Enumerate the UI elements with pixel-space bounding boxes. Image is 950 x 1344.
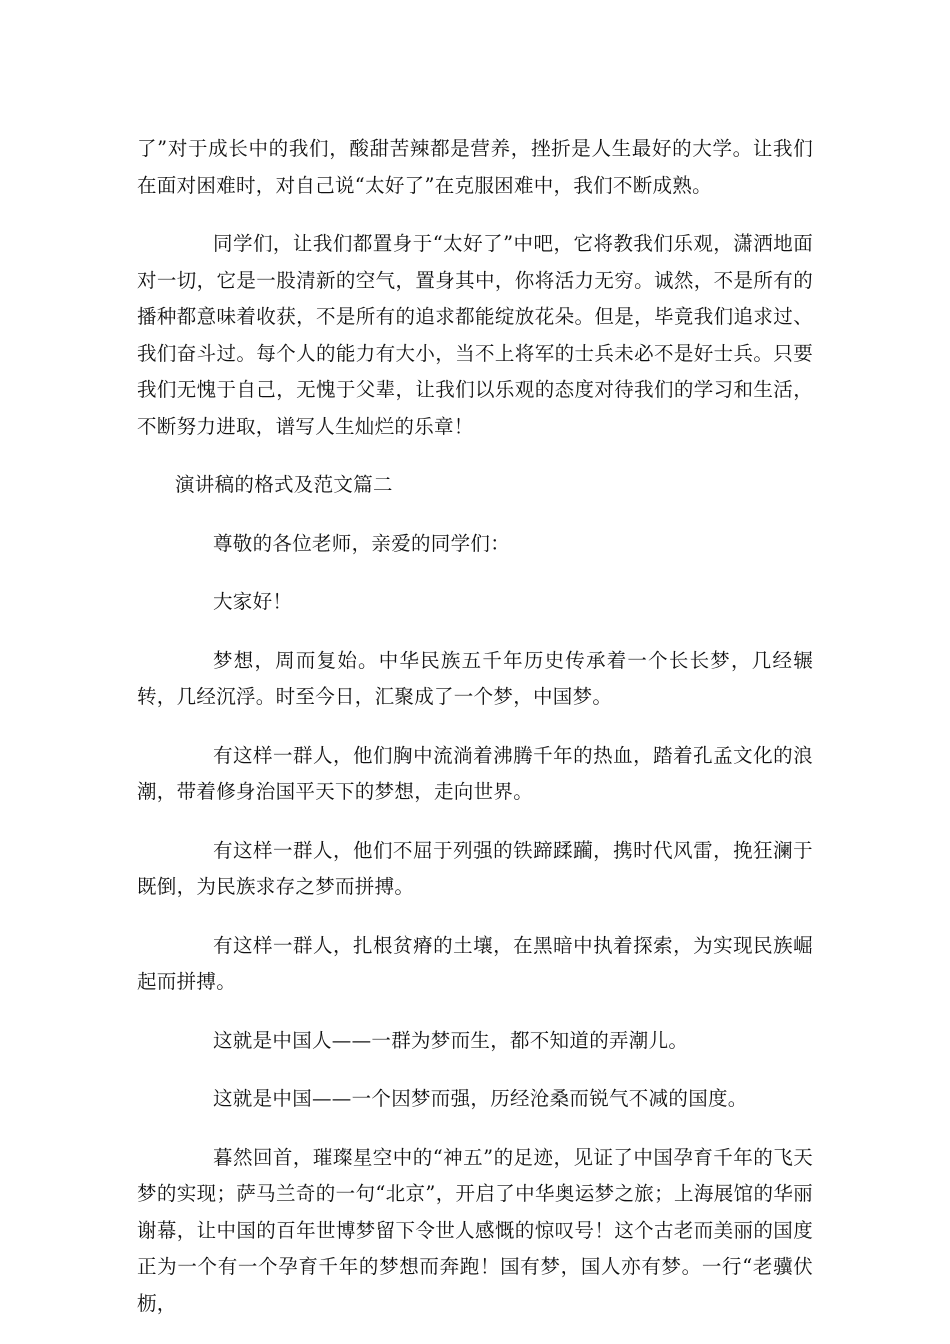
paragraph-group-3: 有这样一群人，扎根贫瘠的土壤，在黑暗中执着探索，为实现民族崛起而拼搏。 (137, 933, 813, 993)
section-heading: 演讲稿的格式及范文篇二 (175, 473, 393, 496)
paragraph-group-1: 有这样一群人，他们胸中流淌着沸腾千年的热血，踏着孔孟文化的浪潮，带着修身治国平天下的梦想，走向世界。 (137, 743, 813, 803)
paragraph-looking-back: 暮然回首，璀璨星空中的“神五”的足迹，见证了中国孕育千年的飞天梦的实现；萨马兰奇的一句“北京”，开启了中华奥运梦之旅；上海展馆的华丽谢幕，让中国的百年世博梦留下令世人感慨的惊叹号！这个古老而美丽的国度正为一个有一个孕育千年的梦想而奔跑！国有梦，国人亦有梦。一行“老骥伏枥， (137, 1145, 813, 1315)
paragraph-optimism: 同学们，让我们都置身于“太好了”中吧，它将教我们乐观，潇洒地面对一切，它是一股清新的空气，置身其中，你将活力无穷。诚然，不是所有的播种都意味着收获，不是所有的追求都能绽放花朵。但是，毕竟我们追求过、我们奋斗过。每个人的能力有大小，当不上将军的士兵未必不是好士兵。只要我们无愧于自己，无愧于父辈，让我们以乐观的态度对待我们的学习和生活，不断努力进取，谱写人生灿烂的乐章！ (137, 232, 813, 438)
paragraph-dream: 梦想，周而复始。中华民族五千年历史传承着一个长长梦，几经辗转，几经沉浮。时至今日，汇聚成了一个梦，中国梦。 (137, 648, 813, 708)
paragraph-continuation: 了”对于成长中的我们，酸甜苦辣都是营养，挫折是人生最好的大学。让我们在面对困难时，对自己说“太好了”在克服困难中，我们不断成熟。 (137, 137, 813, 197)
paragraph-chinese-people: 这就是中国人——一群为梦而生，都不知道的弄潮儿。 (213, 1028, 689, 1052)
paragraph-china: 这就是中国——一个因梦而强，历经沧桑而锐气不减的国度。 (213, 1087, 748, 1110)
greeting: 大家好！ (213, 590, 293, 613)
document-body (137, 131, 813, 1344)
paragraph-group-2: 有这样一群人，他们不屈于列强的铁蹄蹂躏，携时代风雷，挽狂澜于既倒，为民族求存之梦而拼搏。 (137, 838, 813, 898)
salutation: 尊敬的各位老师，亲爱的同学们： (213, 531, 511, 555)
